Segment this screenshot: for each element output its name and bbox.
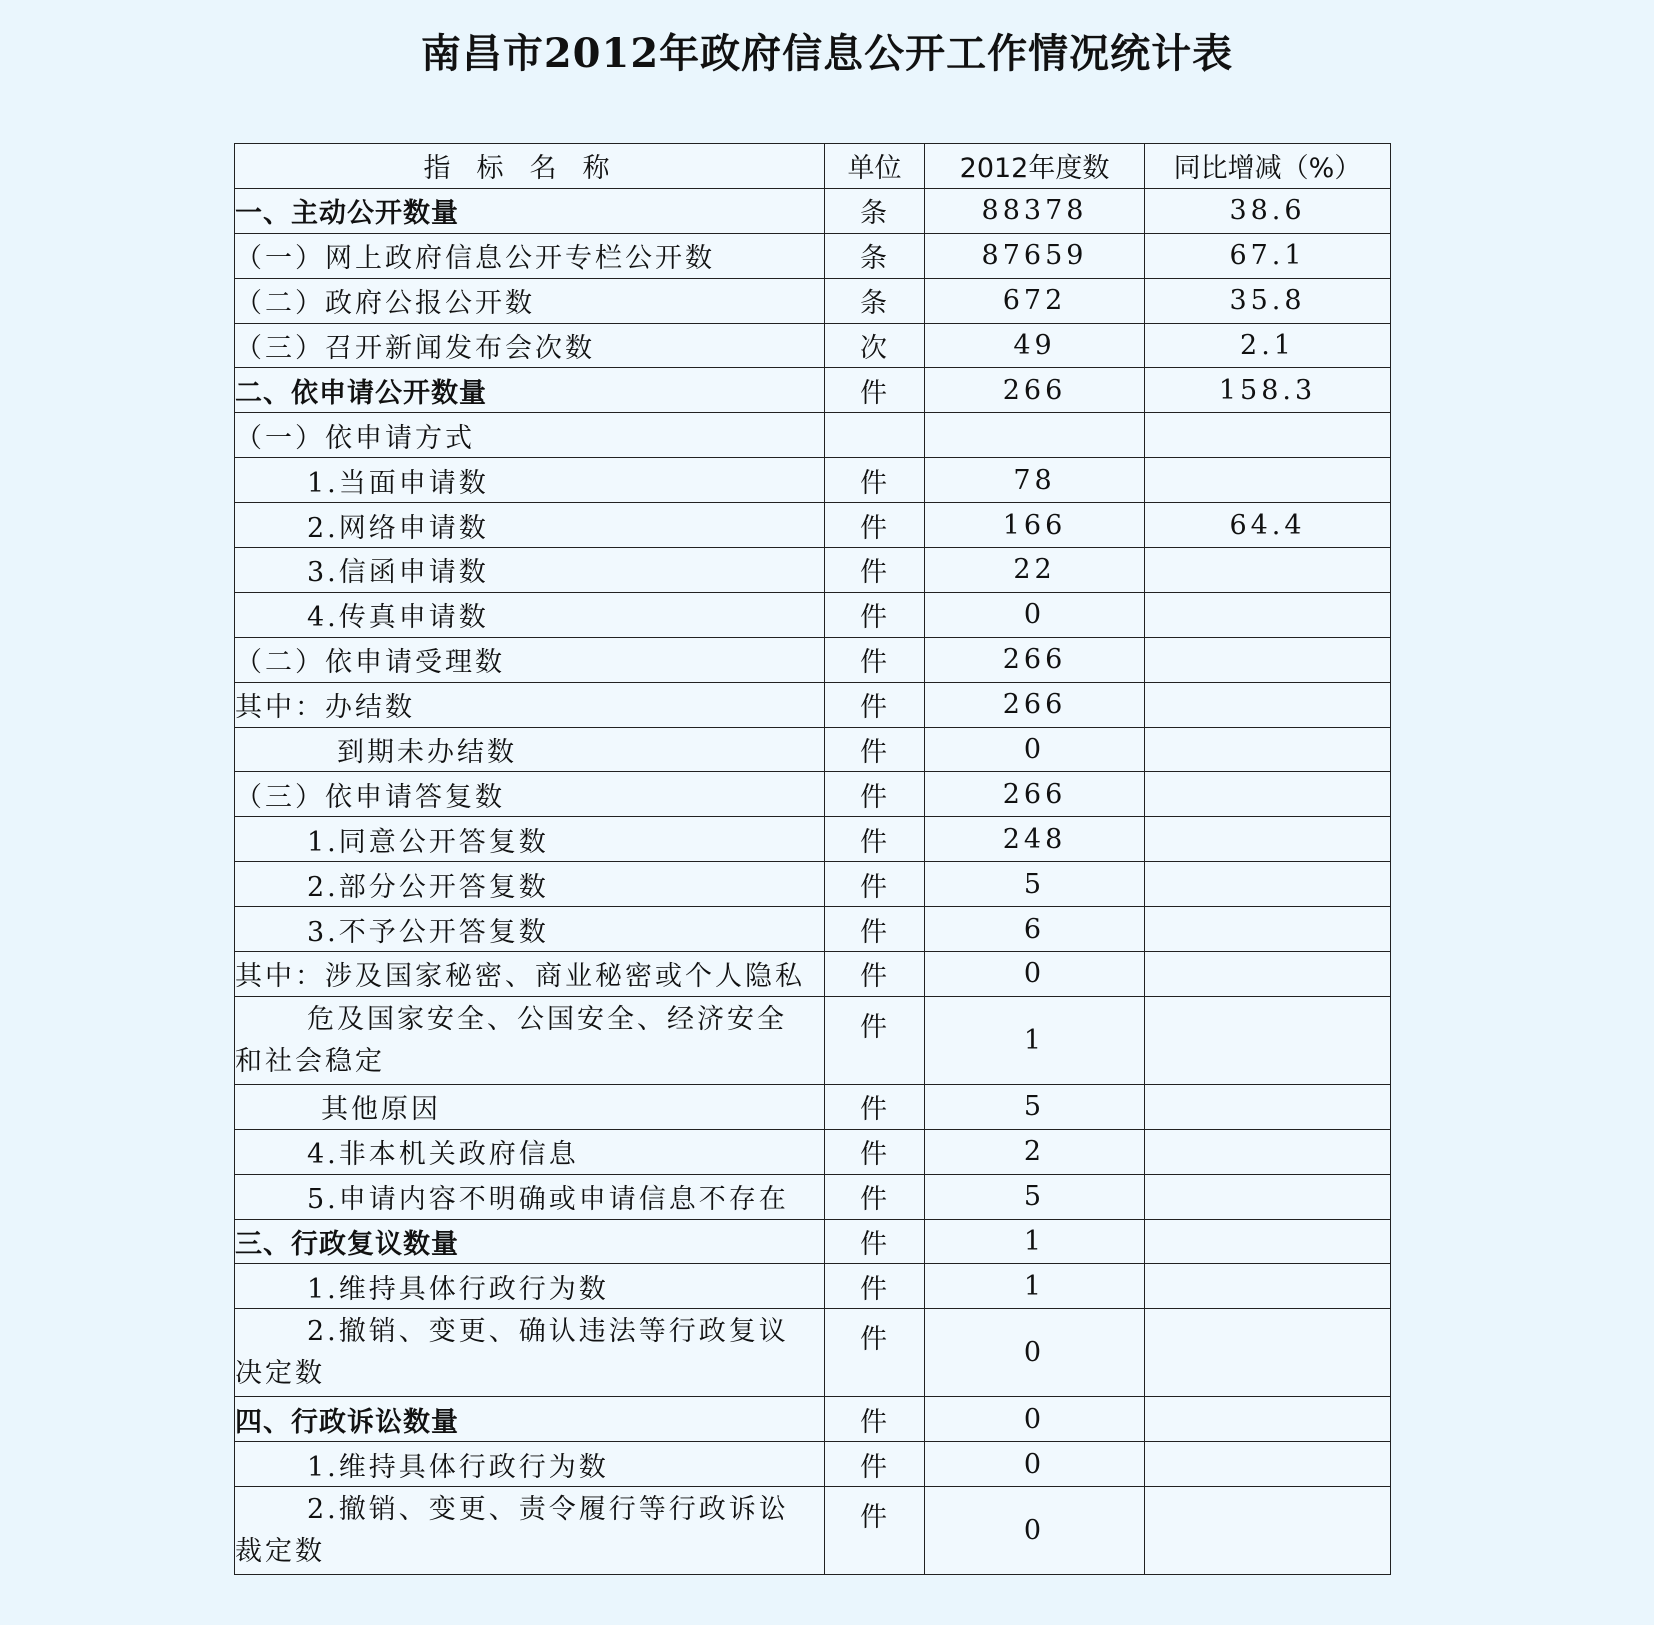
- row-name: 一、主动公开数量: [235, 188, 825, 233]
- table-row: [235, 1442, 1391, 1487]
- row-value: 166: [925, 503, 1145, 548]
- row-name: （一）依申请方式: [235, 413, 825, 458]
- row-value: 0: [925, 1309, 1145, 1397]
- row-name: 2.部分公开答复数: [235, 862, 825, 907]
- row-unit: 件: [825, 952, 925, 997]
- table-row: [235, 1084, 1391, 1129]
- row-name: （一）网上政府信息公开专栏公开数: [235, 233, 825, 278]
- row-change: [1145, 637, 1391, 682]
- row-value: 0: [925, 952, 1145, 997]
- row-unit: 条: [825, 278, 925, 323]
- row-name: 三、行政复议数量: [235, 1219, 825, 1264]
- table-row: [235, 503, 1391, 548]
- row-value: 5: [925, 862, 1145, 907]
- table-row: [235, 817, 1391, 862]
- row-name: （二）依申请受理数: [235, 637, 825, 682]
- row-unit: 件: [825, 862, 925, 907]
- row-unit: [825, 413, 925, 458]
- row-value: 78: [925, 458, 1145, 503]
- statistics-table: [234, 143, 1391, 1575]
- table-row: [235, 188, 1391, 233]
- row-value: 266: [925, 368, 1145, 413]
- row-name: （三）依申请答复数: [235, 772, 825, 817]
- row-change: 2.1: [1145, 323, 1391, 368]
- row-name: 1.维持具体行政行为数: [235, 1264, 825, 1309]
- row-change: [1145, 458, 1391, 503]
- row-value: 672: [925, 278, 1145, 323]
- row-change: [1145, 1219, 1391, 1264]
- row-change: [1145, 682, 1391, 727]
- row-value: 0: [925, 1442, 1145, 1487]
- row-name: 其中：办结数: [235, 682, 825, 727]
- table-row: [235, 1129, 1391, 1174]
- table-row: [235, 1397, 1391, 1442]
- page-title: 南昌市2012年政府信息公开工作情况统计表: [420, 30, 1234, 77]
- row-change: 158.3: [1145, 368, 1391, 413]
- header-unit: 单位: [825, 144, 925, 189]
- row-unit: 件: [825, 1397, 925, 1442]
- table-row: [235, 862, 1391, 907]
- row-value: 49: [925, 323, 1145, 368]
- row-unit: 件: [825, 1084, 925, 1129]
- table-row: [235, 727, 1391, 772]
- row-change: [1145, 548, 1391, 593]
- row-change: 67.1: [1145, 233, 1391, 278]
- row-unit: 件: [825, 1219, 925, 1264]
- row-value: 88378: [925, 188, 1145, 233]
- row-unit: 件: [825, 592, 925, 637]
- row-name: （二）政府公报公开数: [235, 278, 825, 323]
- row-unit: 件: [825, 1174, 925, 1219]
- row-change: [1145, 907, 1391, 952]
- row-name: 2.网络申请数: [235, 503, 825, 548]
- row-unit: 件: [825, 637, 925, 682]
- table-row: [235, 637, 1391, 682]
- row-change: [1145, 727, 1391, 772]
- table-row: [235, 458, 1391, 503]
- row-change: [1145, 817, 1391, 862]
- row-name: 3.信函申请数: [235, 548, 825, 593]
- table-row: [235, 1264, 1391, 1309]
- table-row: [235, 1487, 1391, 1575]
- row-value: 5: [925, 1084, 1145, 1129]
- row-change: [1145, 413, 1391, 458]
- row-unit: 件: [825, 548, 925, 593]
- row-change: [1145, 996, 1391, 1084]
- row-unit: 件: [825, 1442, 925, 1487]
- row-change: [1145, 1129, 1391, 1174]
- table-row: [235, 682, 1391, 727]
- row-unit: 条: [825, 188, 925, 233]
- row-change: [1145, 952, 1391, 997]
- row-change: [1145, 1084, 1391, 1129]
- row-unit: 件: [825, 996, 925, 1084]
- row-change: [1145, 592, 1391, 637]
- table-header-row: [235, 144, 1391, 189]
- row-name: 4.非本机关政府信息: [235, 1129, 825, 1174]
- row-name: 危及国家安全、公国安全、经济安全和社会稳定: [235, 996, 825, 1084]
- row-value: 266: [925, 772, 1145, 817]
- row-change: [1145, 1487, 1391, 1575]
- table-row: [235, 952, 1391, 997]
- row-name: 二、依申请公开数量: [235, 368, 825, 413]
- row-name: 2.撤销、变更、责令履行等行政诉讼裁定数: [235, 1487, 825, 1575]
- row-name: 1.当面申请数: [235, 458, 825, 503]
- row-value: [925, 413, 1145, 458]
- row-name: 其他原因: [235, 1084, 825, 1129]
- row-name: 1.维持具体行政行为数: [235, 1442, 825, 1487]
- header-indicator-name: 指标名称: [235, 144, 825, 189]
- row-change: [1145, 1397, 1391, 1442]
- row-value: 1: [925, 1264, 1145, 1309]
- row-value: 87659: [925, 233, 1145, 278]
- table-row: [235, 996, 1391, 1084]
- row-change: 35.8: [1145, 278, 1391, 323]
- row-name: 四、行政诉讼数量: [235, 1397, 825, 1442]
- row-value: 0: [925, 1397, 1145, 1442]
- row-name: 到期未办结数: [235, 727, 825, 772]
- table-row: [235, 278, 1391, 323]
- row-change: [1145, 1442, 1391, 1487]
- table-row: [235, 907, 1391, 952]
- row-unit: 件: [825, 503, 925, 548]
- table-row: [235, 1309, 1391, 1397]
- row-name: 1.同意公开答复数: [235, 817, 825, 862]
- row-unit: 件: [825, 727, 925, 772]
- row-change: [1145, 1264, 1391, 1309]
- row-unit: 条: [825, 233, 925, 278]
- row-change: [1145, 772, 1391, 817]
- row-value: 6: [925, 907, 1145, 952]
- header-value-2012: 2012年度数: [925, 144, 1145, 189]
- row-value: 1: [925, 996, 1145, 1084]
- table-row: [235, 1174, 1391, 1219]
- row-name: 3.不予公开答复数: [235, 907, 825, 952]
- table-row: [235, 592, 1391, 637]
- row-value: 266: [925, 682, 1145, 727]
- row-unit: 件: [825, 1487, 925, 1575]
- row-unit: 件: [825, 1264, 925, 1309]
- row-unit: 件: [825, 458, 925, 503]
- table-row: [235, 368, 1391, 413]
- row-unit: 件: [825, 1129, 925, 1174]
- row-value: 248: [925, 817, 1145, 862]
- row-change: [1145, 1309, 1391, 1397]
- table-row: [235, 548, 1391, 593]
- row-unit: 件: [825, 772, 925, 817]
- row-change: 38.6: [1145, 188, 1391, 233]
- row-value: 0: [925, 1487, 1145, 1575]
- row-unit: 件: [825, 907, 925, 952]
- row-change: 64.4: [1145, 503, 1391, 548]
- row-value: 0: [925, 592, 1145, 637]
- row-unit: 次: [825, 323, 925, 368]
- row-change: [1145, 1174, 1391, 1219]
- row-value: 1: [925, 1219, 1145, 1264]
- row-unit: 件: [825, 1309, 925, 1397]
- row-name: 5.申请内容不明确或申请信息不存在: [235, 1174, 825, 1219]
- row-value: 2: [925, 1129, 1145, 1174]
- row-value: 5: [925, 1174, 1145, 1219]
- row-value: 22: [925, 548, 1145, 593]
- table-row: [235, 1219, 1391, 1264]
- row-unit: 件: [825, 682, 925, 727]
- row-change: [1145, 862, 1391, 907]
- row-name: 4.传真申请数: [235, 592, 825, 637]
- table-row: [235, 323, 1391, 368]
- row-name: 2.撤销、变更、确认违法等行政复议决定数: [235, 1309, 825, 1397]
- table-row: [235, 413, 1391, 458]
- header-yoy-change: 同比增减（%）: [1145, 144, 1391, 189]
- row-value: 0: [925, 727, 1145, 772]
- row-value: 266: [925, 637, 1145, 682]
- row-unit: 件: [825, 368, 925, 413]
- row-unit: 件: [825, 817, 925, 862]
- table-row: [235, 233, 1391, 278]
- table-row: [235, 772, 1391, 817]
- row-name: （三）召开新闻发布会次数: [235, 323, 825, 368]
- row-name: 其中：涉及国家秘密、商业秘密或个人隐私: [235, 952, 825, 997]
